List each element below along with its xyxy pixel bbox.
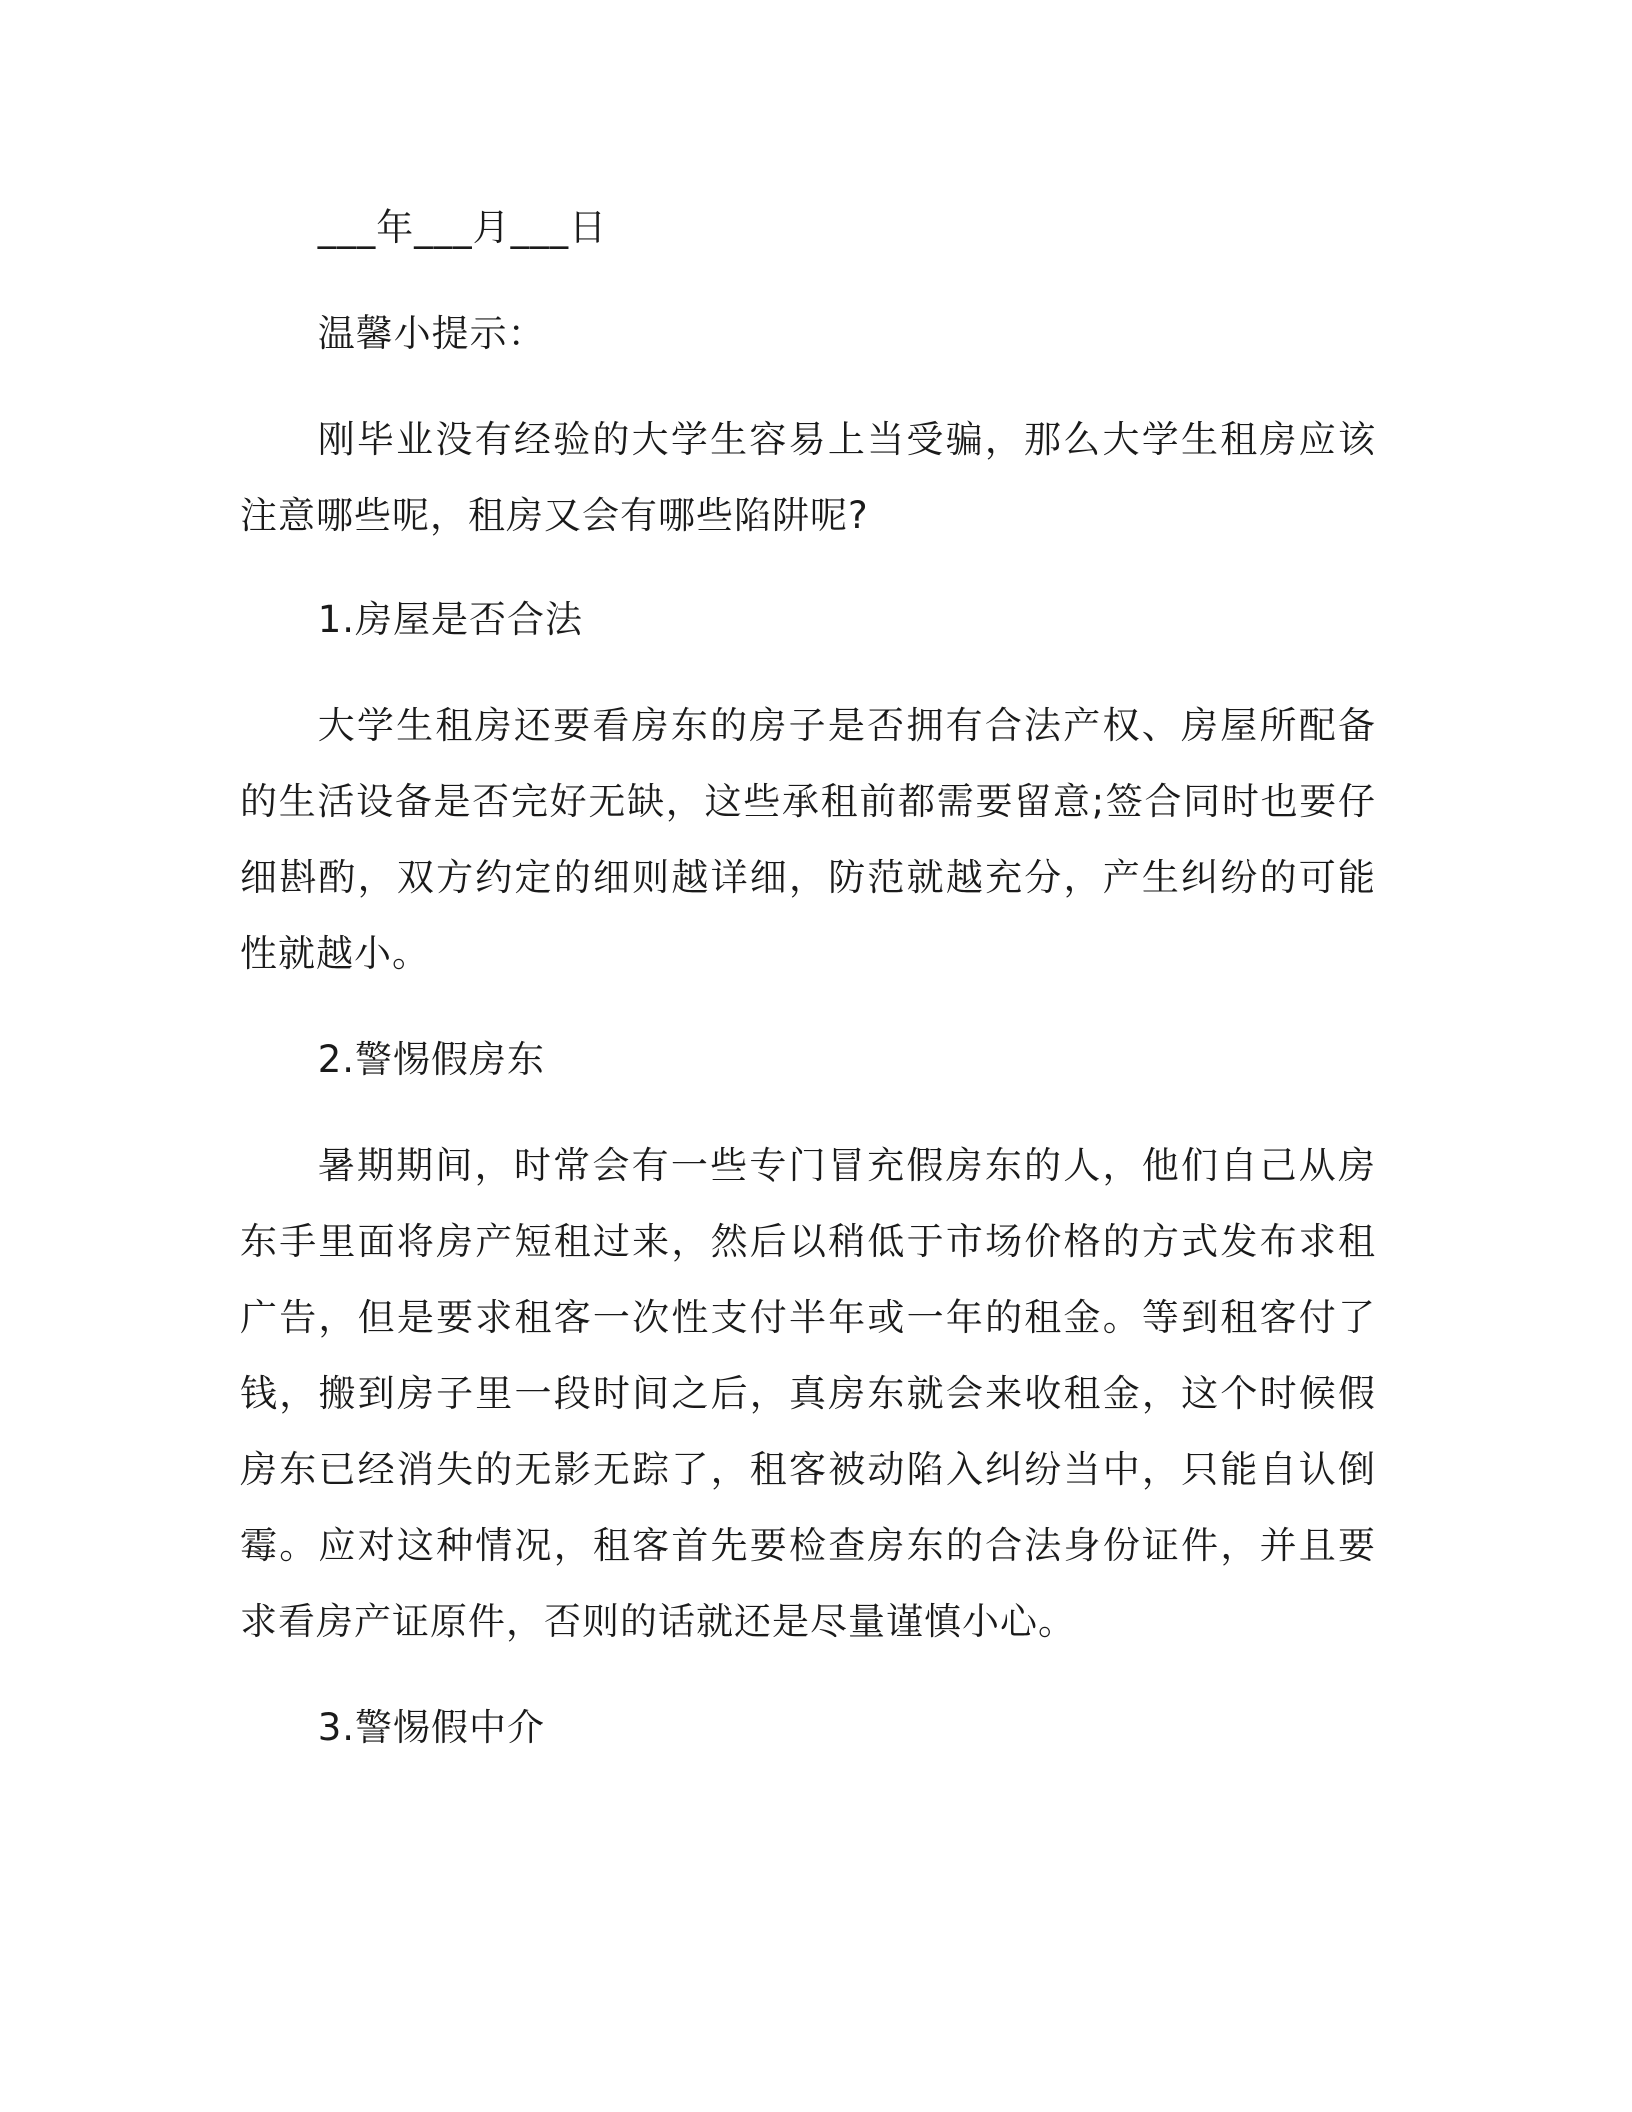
- date-line: ___年___月___日: [317, 206, 608, 249]
- tips-heading: 温馨小提示：: [317, 312, 546, 355]
- section-heading-3: 3.警惕假中介: [317, 1706, 545, 1749]
- section-body-2: 暑期期间，时常会有一些专门冒充假房东的人，他们自己从房东手里面将房产短租过来，然后以稍低于市场价格的方式发布求租广告，但是要求租客一次性支付半年或一年的租金。等到租客付了钱，搬到房子里一段时间之后，真房东就会来收租金，这个时候假房东已经消失的无影无踪了，租客被动陷入纠纷当中，只能自认倒霉。应对这种情况，租客首先要检查房东的合法身份证件，并且要求看房产证原件，否则的话就还是尽量谨慎小心。: [240, 1144, 1376, 1643]
- section-heading-2: 2.警惕假房东: [317, 1038, 545, 1081]
- intro-paragraph: 刚毕业没有经验的大学生容易上当受骗，那么大学生租房应该注意哪些呢，租房又会有哪些陷阱呢?: [240, 418, 1376, 537]
- section-heading-1: 1.房屋是否合法: [317, 598, 583, 641]
- document-body: [240, 190, 1376, 1766]
- section-body-1: 大学生租房还要看房东的房子是否拥有合法产权、房屋所配备的生活设备是否完好无缺，这些承租前都需要留意;签合同时也要仔细斟酌，双方约定的细则越详细，防范就越充分，产生纠纷的可能性就越小。: [240, 704, 1376, 975]
